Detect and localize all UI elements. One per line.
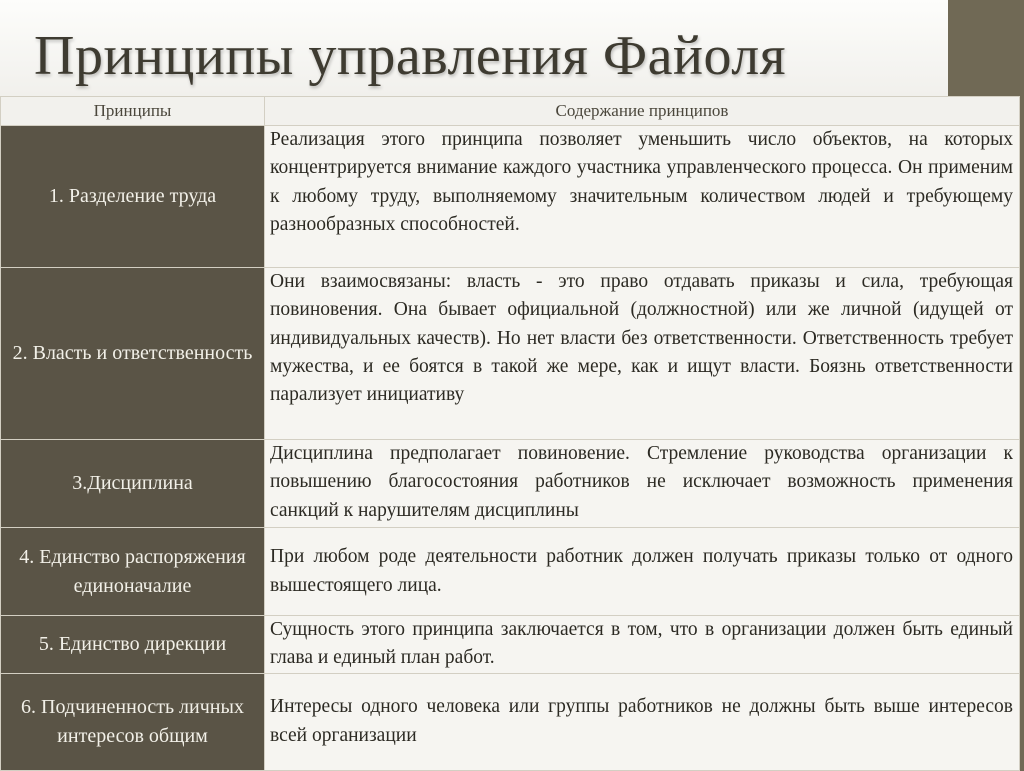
table-row — [1, 126, 1020, 268]
table-row — [1, 440, 1020, 528]
principle-name: 6. Подчиненность личных интересов общим — [1, 673, 265, 770]
table-row — [1, 528, 1020, 616]
principle-name: 4. Единство распоряжения единоначалие — [1, 528, 265, 616]
table-row — [1, 616, 1020, 674]
principles-table — [0, 96, 1020, 771]
principle-content: Интересы одного человека или группы работников не должны быть выше интересов всей организации — [265, 673, 1020, 770]
table-header-row — [1, 97, 1020, 126]
principle-name: 3.Дисциплина — [1, 440, 265, 528]
table-row — [1, 673, 1020, 770]
principle-content: Реализация этого принципа позволяет уменьшить число объектов, на которых концентрируется внимание каждого участника управленческого процесса. Он применим к любому труду, выполняемому значительным количеством людей и требующему разнообразных способностей. — [265, 126, 1020, 268]
principle-name: 1. Разделение труда — [1, 126, 265, 268]
table-row — [1, 268, 1020, 440]
column-header-principles: Принципы — [1, 97, 265, 126]
slide-title: Принципы управления Файоля — [34, 25, 786, 87]
principle-name: 5. Единство дирекции — [1, 616, 265, 674]
principle-name: 2. Власть и ответственность — [1, 268, 265, 440]
principle-content: При любом роде деятельности работник должен получать приказы только от одного вышестоящего лица. — [265, 528, 1020, 616]
column-header-content: Содержание принципов — [265, 97, 1020, 126]
principle-content: Дисциплина предполагает повиновение. Стремление руководства организации к повышению благосостояния работников не исключает возможность применения санкций к нарушителям дисциплины — [265, 440, 1020, 528]
principle-content: Сущность этого принципа заключается в том, что в организации должен быть единый глава и единый план работ. — [265, 616, 1020, 674]
principle-content: Они взаимосвязаны: власть - это право отдавать приказы и сила, требующая повиновения. Она бывает официальной (должностной) или же личной (идущей от индивидуальных качеств). Но нет власти без ответственности. Ответственность требует мужества, и ее боятся в такой же мере, как и ищут власти. Боязнь ответственности парализует инициативу — [265, 268, 1020, 440]
